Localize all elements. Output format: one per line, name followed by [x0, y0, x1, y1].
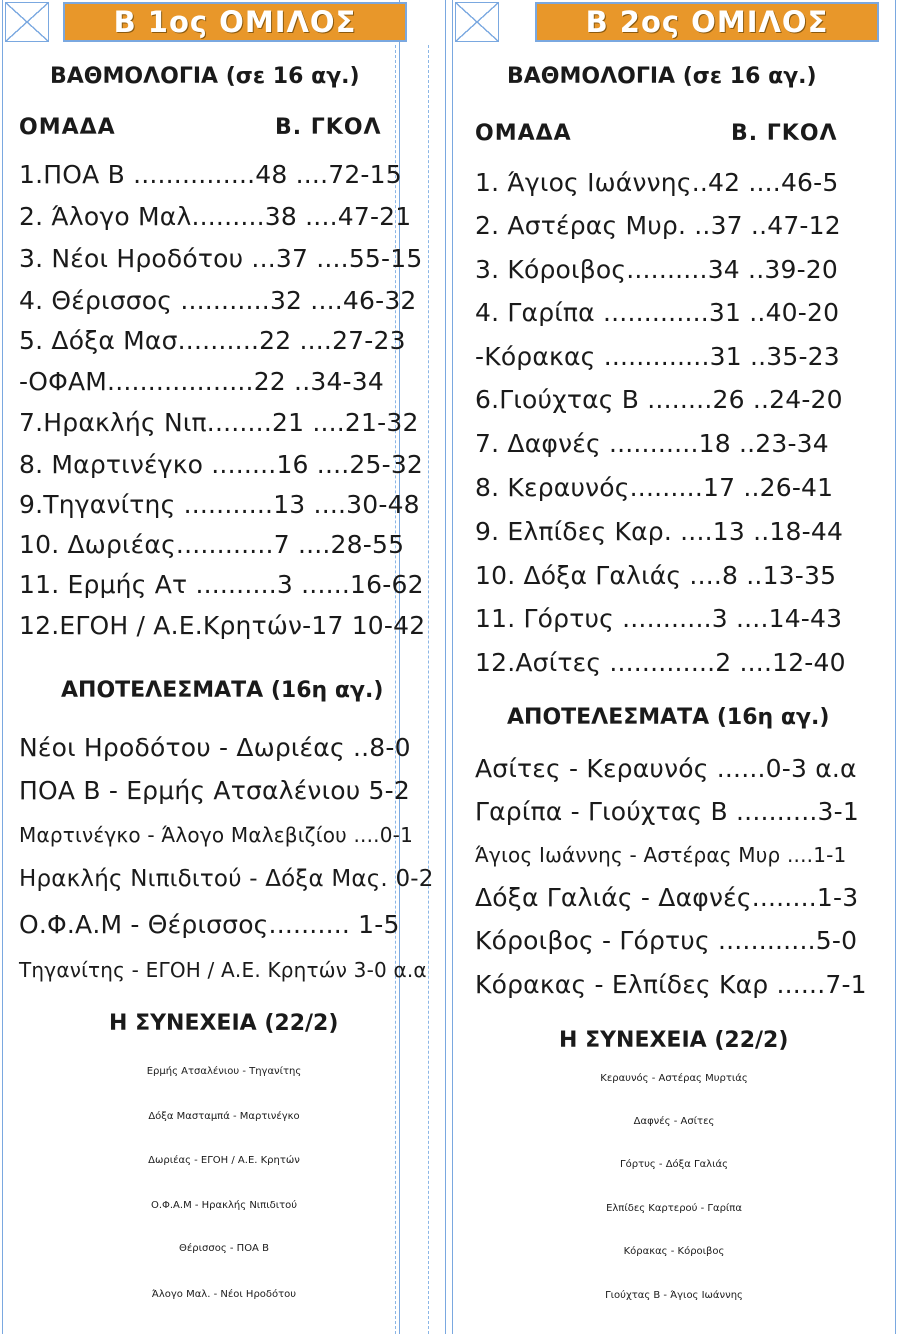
standings-row: 1.ΠΟΑ Β ...............48 ....72-15 [19, 160, 402, 189]
standings-row: 10. Δωριέας............7 ....28-55 [19, 530, 405, 559]
layout-guide [428, 45, 429, 1334]
next-fixture: Γόρτυς - Δόξα Γαλιάς [620, 1159, 728, 1170]
standings-title: ΒΑΘΜΟΛΟΓΙΑ (σε 16 αγ.) [507, 64, 817, 89]
standings-row: 12.ΕΓΟΗ / Α.Ε.Κρητών-17 10-42 [19, 611, 426, 640]
col-points-goals-header: Β. ΓΚΟΛ [275, 115, 382, 140]
standings-row: 6.Γιούχτας Β ........26 ..24-20 [475, 385, 843, 414]
next-fixture: Δωριέας - ΕΓΟΗ / Α.Ε. Κρητών [148, 1155, 300, 1166]
result-row: Τηγανίτης - ΕΓΟΗ / Α.Ε. Κρητών 3-0 α.α [19, 958, 427, 982]
next-fixture: Άλογο Μαλ. - Νέοι Ηροδότου [151, 1289, 297, 1300]
standings-row: 8. Κεραυνός.........17 ..26-41 [475, 473, 834, 502]
standings-row: 2. Αστέρας Μυρ. ..37 ..47-12 [475, 211, 841, 240]
group-1-banner: Β 1ος ΟΜΙΛΟΣ [63, 2, 407, 42]
result-row: Ηρακλής Νιπιδιτού - Δόξα Μας. 0-2 [19, 866, 434, 892]
result-row: Γαρίπα - Γιούχτας Β ..........3-1 [475, 797, 859, 826]
standings-row: 5. Δόξα Μασ..........22 ....27-23 [19, 326, 406, 355]
col-team-header: ΟΜΑΔΑ [19, 115, 116, 140]
next-fixture: Κόρακας - Κόροιβος [623, 1246, 725, 1257]
standings-title: ΒΑΘΜΟΛΟΓΙΑ (σε 16 αγ.) [50, 64, 360, 89]
standings-row: 10. Δόξα Γαλιάς ....8 ..13-35 [475, 561, 837, 590]
standings-row: 7.Ηρακλής Νιπ........21 ....21-32 [19, 408, 419, 437]
group-2-column [452, 0, 896, 1334]
layout-guide [399, 0, 400, 1334]
next-fixture: Δαφνές - Ασίτες [633, 1116, 715, 1127]
next-title: Η ΣΥΝΕΧΕΙΑ (22/2) [109, 1011, 339, 1036]
result-row: ΠΟΑ Β - Ερμής Ατσαλένιου 5-2 [19, 776, 410, 805]
group-1-column [2, 0, 446, 1334]
image-placeholder-icon [5, 2, 49, 42]
next-fixture: Δόξα Μασταμπά - Μαρτινέγκο [148, 1111, 300, 1122]
next-fixture: Θέρισσος - ΠΟΑ Β [179, 1243, 269, 1254]
image-placeholder-icon [455, 2, 499, 42]
col-team-header: ΟΜΑΔΑ [475, 121, 572, 146]
results-title: ΑΠΟΤΕΛΕΣΜΑΤΑ (16η αγ.) [61, 678, 384, 703]
next-fixture: Ερμής Ατσαλένιου - Τηγανίτης [146, 1066, 302, 1077]
result-row: Δόξα Γαλιάς - Δαφνές........1-3 [475, 883, 859, 912]
standings-row: 11. Γόρτυς ...........3 ....14-43 [475, 604, 843, 633]
standings-row: 11. Ερμής Ατ ..........3 ......16-62 [19, 570, 424, 599]
result-row: Άγιος Ιωάννης - Αστέρας Μυρ ....1-1 [475, 843, 847, 867]
standings-row: 9. Ελπίδες Καρ. ....13 ..18-44 [475, 517, 844, 546]
result-row: Κόρακας - Ελπίδες Καρ ......7-1 [475, 970, 867, 999]
standings-row: 3. Νέοι Ηροδότου ...37 ....55-15 [19, 244, 423, 273]
standings-row: -ΟΦΑΜ..................22 ..34-34 [19, 367, 384, 396]
next-fixture: Ελπίδες Καρτερού - Γαρίπα [606, 1203, 742, 1214]
group-2-header [453, 0, 895, 46]
result-row: Ο.Φ.Α.Μ - Θέρισσος.......... 1-5 [19, 910, 400, 939]
layout-guide [395, 45, 396, 1334]
next-fixture: Ο.Φ.Α.Μ - Ηρακλής Νιπιδιτού [150, 1200, 298, 1211]
next-fixture: Γιούχτας Β - Άγιος Ιωάννης [605, 1290, 743, 1301]
col-points-goals-header: Β. ΓΚΟΛ [731, 121, 838, 146]
standings-row: 1. Άγιος Ιωάννης..42 ....46-5 [475, 168, 839, 197]
next-fixture: Κεραυνός - Αστέρας Μυρτιάς [600, 1073, 748, 1084]
standings-row: 4. Γαρίπα .............31 ..40-20 [475, 298, 840, 327]
standings-row: 8. Μαρτινέγκο ........16 ....25-32 [19, 450, 424, 479]
group-1-header [3, 0, 445, 46]
standings-row: 7. Δαφνές ...........18 ..23-34 [475, 429, 829, 458]
standings-row: -Κόρακας .............31 ..35-23 [475, 342, 840, 371]
results-title: ΑΠΟΤΕΛΕΣΜΑΤΑ (16η αγ.) [507, 705, 830, 730]
standings-row: 12.Ασίτες .............2 ....12-40 [475, 648, 846, 677]
result-row: Κόροιβος - Γόρτυς ............5-0 [475, 926, 858, 955]
standings-row: 9.Τηγανίτης ...........13 ....30-48 [19, 490, 420, 519]
standings-row: 2. Άλογο Μαλ.........38 ....47-21 [19, 202, 412, 231]
standings-row: 4. Θέρισσος ...........32 ....46-32 [19, 286, 417, 315]
standings-row: 3. Κόροιβος..........34 ..39-20 [475, 255, 838, 284]
next-title: Η ΣΥΝΕΧΕΙΑ (22/2) [559, 1028, 789, 1053]
result-row: Ασίτες - Κεραυνός ......0-3 α.α [475, 754, 857, 783]
group-2-banner: Β 2ος ΟΜΙΛΟΣ [535, 2, 879, 42]
result-row: Νέοι Ηροδότου - Δωριέας ..8-0 [19, 733, 411, 762]
result-row: Μαρτινέγκο - Άλογο Μαλεβιζίου ....0-1 [19, 823, 413, 847]
